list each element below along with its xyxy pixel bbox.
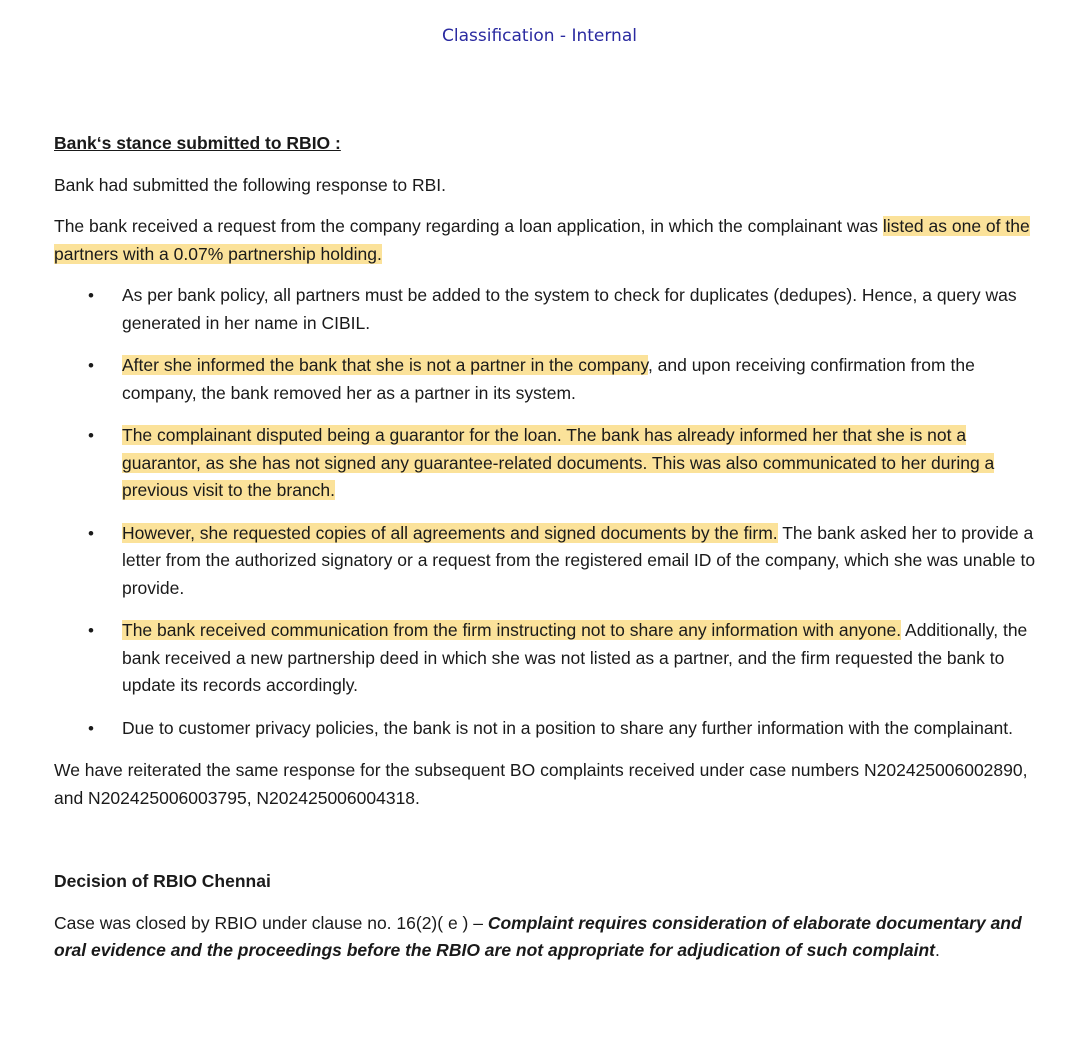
bullet-icon: • xyxy=(88,523,94,543)
stance-bullet-list xyxy=(54,282,1046,742)
bullet-text: Due to customer privacy policies, the bank is not in a position to share any further information with the complainant. xyxy=(122,717,1014,738)
decision-paragraph xyxy=(54,910,1046,965)
list-item xyxy=(54,422,1046,505)
list-item xyxy=(54,352,1046,407)
decision-end: . xyxy=(934,940,940,960)
request-text: The bank received a request from the company regarding a loan application, in which the complainant was xyxy=(54,216,883,236)
list-item xyxy=(54,617,1046,700)
bullet-highlight: The bank received communication from the firm instructing not to share any information with anyone. xyxy=(122,620,902,640)
reiterated-paragraph: We have reiterated the same response for the subsequent BO complaints received under case numbers N202425006002890, and N202425006003795, N202425006004318. xyxy=(54,760,1028,808)
bullet-highlight: However, she requested copies of all agreements and signed documents by the firm. xyxy=(122,522,778,543)
decision-heading: Decision of RBIO Chennai xyxy=(54,871,271,891)
stance-heading: Bank‘s stance submitted to RBIO : xyxy=(54,133,341,153)
bullet-icon: • xyxy=(88,286,94,305)
decision-emphasis: Complaint requires consideration of elaborate documentary and oral evidence and the proceedings before the RBIO are not appropriate for adjudication of such complaint xyxy=(54,912,1022,960)
bullet-highlight: After she informed the bank that she is not a partner in the company xyxy=(122,355,648,375)
bullet-icon: • xyxy=(88,718,94,738)
bullet-text: As per bank policy, all partners must be added to the system to check for duplicates (dedupes). Hence, a query was generated in her name in CIBIL. xyxy=(122,285,1017,333)
classification-label: Classification - Internal xyxy=(442,26,637,46)
bullet-icon: • xyxy=(88,426,94,445)
bullet-text: Additionally, the bank received a new partnership deed in which she was not listed as a partner, and the firm requested the bank to update its records accordingly. xyxy=(122,620,1028,695)
list-item xyxy=(54,520,1046,603)
bullet-text: The bank asked her to provide a letter from the authorized signatory or a request from the registered email ID of the company, which she was unable to provide. xyxy=(122,522,1036,598)
section-spacer xyxy=(54,826,1046,868)
list-item xyxy=(54,282,1046,337)
stance-intro: Bank had submitted the following response to RBI. xyxy=(54,174,447,195)
bullet-icon: • xyxy=(88,356,94,375)
document-body xyxy=(54,130,1046,979)
request-highlight: listed as one of the partners with a 0.07% partnership holding. xyxy=(54,216,1030,264)
request-paragraph xyxy=(54,213,1046,268)
bullet-text: , and upon receiving confirmation from the company, the bank removed her as a partner in its system. xyxy=(122,355,975,403)
bullet-icon: • xyxy=(88,621,94,640)
list-item xyxy=(54,715,1046,743)
bullet-highlight: The complainant disputed being a guarantor for the loan. The bank has already informed her that she is not a guarantor, as she has not signed any guarantee-related documents. This was also communicated to her during a previous visit to the branch. xyxy=(122,425,995,500)
decision-text: Case was closed by RBIO under clause no. 16(2)( e ) – xyxy=(54,912,488,933)
